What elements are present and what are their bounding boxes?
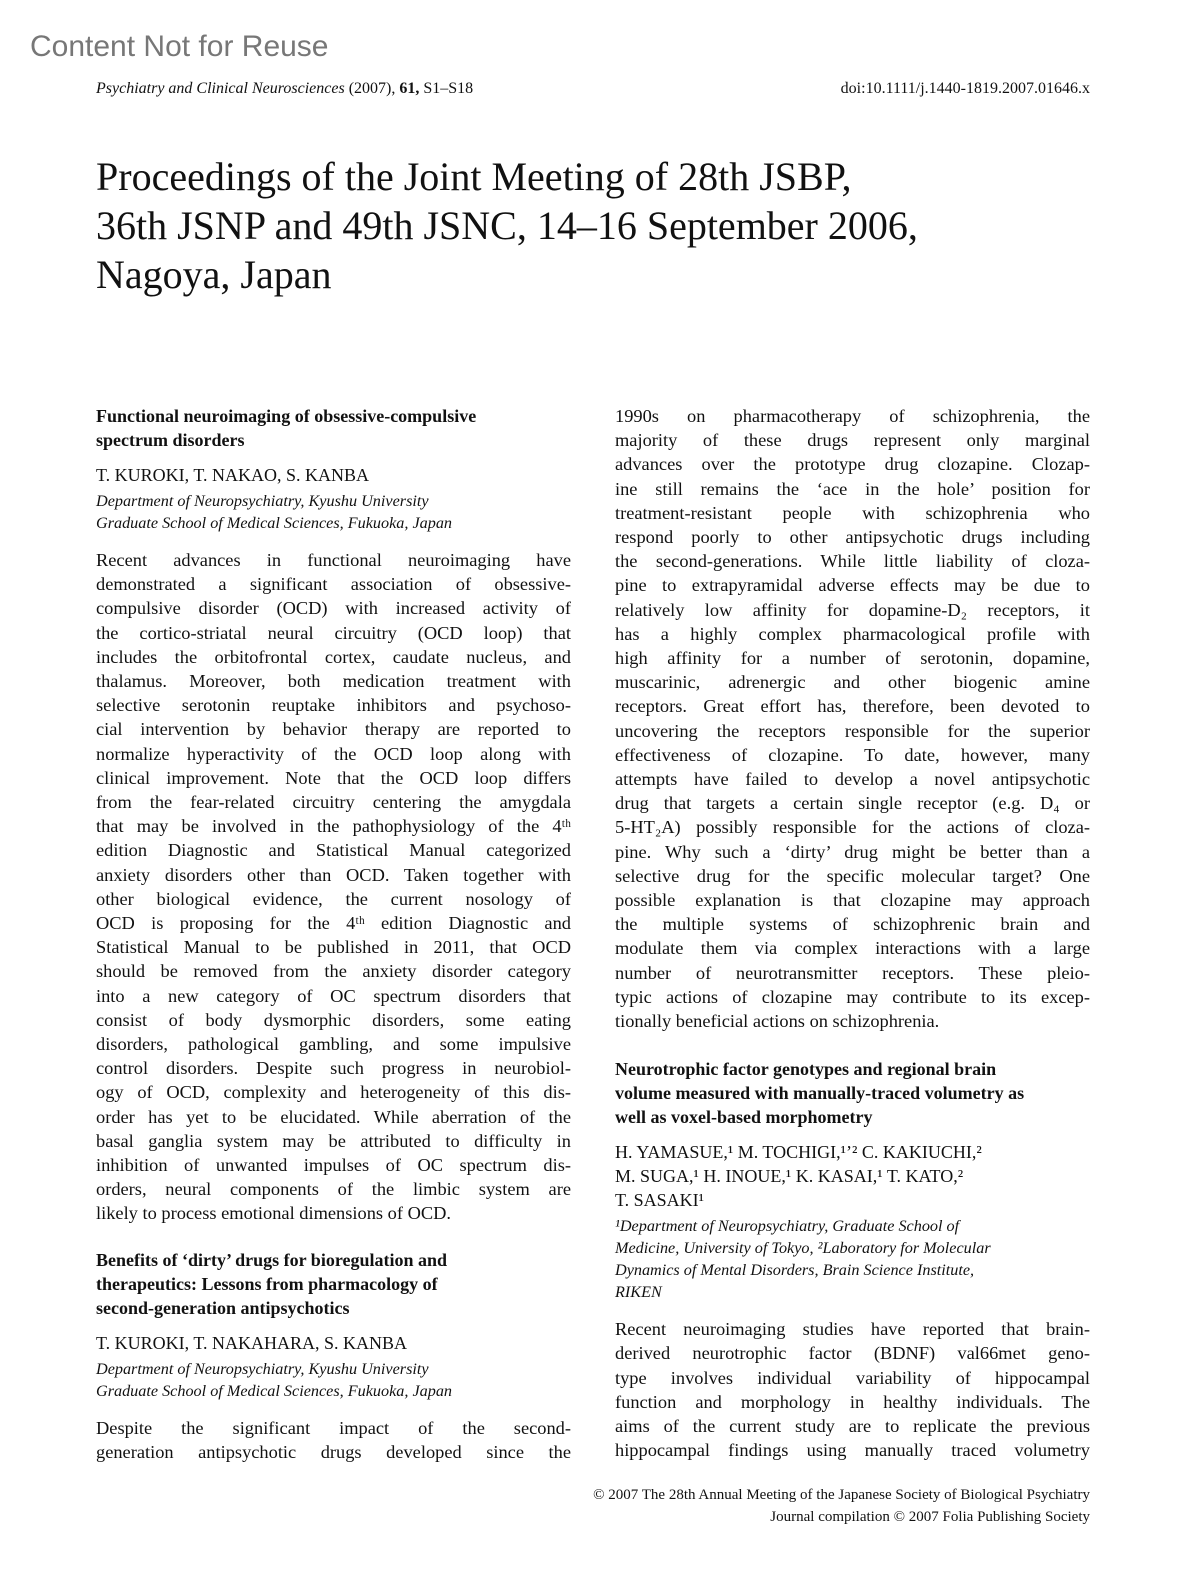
doi: doi:10.1111/j.1440-1819.2007.01646.x bbox=[840, 80, 1090, 97]
abstract-title-line: Neurotrophic factor genotypes and regional brain bbox=[615, 1059, 997, 1080]
body-line: tionally beneficial actions on schizophrenia. bbox=[615, 1011, 940, 1032]
body-line: Despite the significant impact of the second- bbox=[96, 1417, 571, 1438]
body-line: type involves individual variability of hippocampal bbox=[615, 1367, 1090, 1388]
abstract-title bbox=[96, 404, 571, 452]
journal-name: Psychiatry and Clinical Neurosciences bbox=[96, 80, 345, 97]
abstract-title-line: volume measured with manually-traced volumetry as bbox=[615, 1083, 1025, 1104]
body-line: should be removed from the anxiety disorder category bbox=[96, 961, 571, 982]
body-line: relatively low affinity for dopamine-D₂ receptors, it bbox=[615, 599, 1090, 620]
body-line: generation antipsychotic drugs developed since the bbox=[96, 1441, 571, 1462]
body-line: high affinity for a number of serotonin, dopamine, bbox=[615, 648, 1090, 669]
body-line: selective serotonin reuptake inhibitors and psychoso- bbox=[96, 695, 571, 716]
affiliation-line: Department of Neuropsychiatry, Kyushu University bbox=[96, 1359, 429, 1378]
body-line: has a highly complex pharmacological profile with bbox=[615, 623, 1090, 644]
body-line: edition Diagnostic and Statistical Manual categorized bbox=[96, 840, 571, 861]
copyright-footer bbox=[593, 1484, 1090, 1528]
year: (2007), bbox=[348, 80, 396, 97]
body-line: pine to extrapyramidal adverse effects may be due to bbox=[615, 575, 1090, 596]
body-line: compulsive disorder (OCD) with increased activity of bbox=[96, 598, 571, 619]
body-line: Recent advances in functional neuroimaging have bbox=[96, 550, 571, 570]
affiliation-line: RIKEN bbox=[615, 1283, 662, 1302]
body-line: receptors. Great effort has, therefore, been devoted to bbox=[615, 696, 1090, 717]
body-line: clinical improvement. Note that the OCD loop differs bbox=[96, 767, 571, 788]
authors-line: H. YAMASUE,¹ M. TOCHIGI,¹ʼ² C. KAKIUCHI,² bbox=[615, 1142, 982, 1163]
body-line: other biological evidence, the current nosology of bbox=[96, 888, 571, 909]
body-line: basal ganglia system may be attributed to difficulty in bbox=[96, 1130, 571, 1151]
affiliation-line: ¹Department of Neuropsychiatry, Graduate School of bbox=[615, 1217, 960, 1236]
abstract-title-line: spectrum disorders bbox=[96, 430, 245, 450]
body-line: inhibition of unwanted impulses of OC spectrum dis- bbox=[96, 1155, 571, 1176]
affiliation-line: Medicine, University of Tokyo, ²Laboratory for Molecular bbox=[615, 1239, 991, 1258]
abstract-authors bbox=[96, 463, 571, 487]
authors-line: T. SASAKI¹ bbox=[615, 1190, 705, 1211]
abstract-body bbox=[96, 548, 571, 1226]
body-line: modulate them via complex interactions with a large bbox=[615, 938, 1090, 959]
body-line: 1990s on pharmacotherapy of schizophrenia, the bbox=[615, 406, 1090, 426]
body-line: orders, neural components of the limbic system are bbox=[96, 1179, 571, 1200]
body-line: function and morphology in healthy individuals. The bbox=[615, 1391, 1090, 1412]
body-line: Recent neuroimaging studies have reported that brain- bbox=[615, 1319, 1090, 1340]
body-line: possible explanation is that clozapine may approach bbox=[615, 890, 1090, 911]
body-line: pine. Why such a ‘dirty’ drug might be better than a bbox=[615, 841, 1090, 862]
abstract-title bbox=[96, 1248, 571, 1320]
pages: S1–S18 bbox=[423, 80, 474, 97]
body-line: selective drug for the specific molecular target? One bbox=[615, 865, 1090, 886]
citation bbox=[96, 80, 473, 98]
copyright-line: © 2007 The 28th Annual Meeting of the Japanese Society of Biological Psychiatry bbox=[593, 1487, 1090, 1503]
title-line: 36th JSNP and 49th JSNC, 14–16 September 2006, bbox=[96, 203, 918, 248]
authors-line: T. KUROKI, T. NAKAO, S. KANBA bbox=[96, 465, 369, 485]
body-line: drug that targets a certain single receptor (e.g. D₄ or bbox=[615, 793, 1090, 814]
body-line: attempts have failed to develop a novel antipsychotic bbox=[615, 769, 1090, 790]
body-line: normalize hyperactivity of the OCD loop along with bbox=[96, 743, 571, 764]
abstract-title-line: Benefits of ‘dirty’ drugs for bioregulation and bbox=[96, 1249, 448, 1270]
running-head bbox=[96, 80, 1090, 98]
title-line: Nagoya, Japan bbox=[96, 252, 332, 297]
body-line: cial intervention by behavior therapy are reported to bbox=[96, 719, 571, 740]
body-line: into a new category of OC spectrum disorders that bbox=[96, 985, 571, 1006]
body-line: aims of the current study are to replicate the previous bbox=[615, 1416, 1090, 1437]
body-line: likely to process emotional dimensions of OCD. bbox=[96, 1203, 451, 1224]
body-line: treatment-resistant people with schizophrenia who bbox=[615, 502, 1090, 523]
abstract-title-line: Functional neuroimaging of obsessive-compulsive bbox=[96, 406, 477, 426]
abstract-title bbox=[615, 1057, 1090, 1129]
body-line: majority of these drugs represent only marginal bbox=[615, 430, 1090, 451]
body-line: OCD is proposing for the 4ᵗʰ edition Diagnostic and bbox=[96, 913, 571, 934]
body-line: advances over the prototype drug clozapine. Clozap- bbox=[615, 454, 1090, 475]
body-line: number of neurotransmitter receptors. These pleio- bbox=[615, 962, 1090, 983]
body-line: demonstrated a significant association of obsessive- bbox=[96, 574, 571, 595]
page-title bbox=[96, 152, 1076, 299]
body-line: control disorders. Despite such progress in neurobiol- bbox=[96, 1058, 571, 1079]
abstract-authors bbox=[96, 1331, 571, 1355]
body-line: respond poorly to other antipsychotic drugs including bbox=[615, 527, 1090, 548]
abstract-affiliation bbox=[96, 1358, 571, 1402]
body-line: the second-generations. While little liability of cloza- bbox=[615, 551, 1090, 572]
body-line: ogy of OCD, complexity and heterogeneity of this dis- bbox=[96, 1082, 571, 1103]
abstract-body bbox=[615, 1317, 1090, 1462]
abstract-title-line: well as voxel-based morphometry bbox=[615, 1107, 873, 1128]
body-line: consist of body dysmorphic disorders, some eating bbox=[96, 1009, 571, 1030]
body-line: order has yet to be elucidated. While aberration of the bbox=[96, 1106, 571, 1127]
affiliation-line: Graduate School of Medical Sciences, Fukuoka, Japan bbox=[96, 1381, 453, 1400]
abstract-affiliation bbox=[615, 1215, 1090, 1303]
body-line: derived neurotrophic factor (BDNF) val66met geno- bbox=[615, 1343, 1090, 1364]
authors-line: T. KUROKI, T. NAKAHARA, S. KANBA bbox=[96, 1332, 408, 1353]
body-line: muscarinic, adrenergic and other biogenic amine bbox=[615, 672, 1090, 693]
body-line: that may be involved in the pathophysiology of the 4ᵗʰ bbox=[96, 816, 571, 837]
body-line: 5-HT₂A) possibly responsible for the actions of cloza- bbox=[615, 817, 1090, 838]
right-column bbox=[615, 404, 1090, 1463]
abstract-authors bbox=[615, 1140, 1090, 1212]
left-column bbox=[96, 404, 571, 1464]
affiliation-line: Graduate School of Medical Sciences, Fukuoka, Japan bbox=[96, 514, 453, 532]
volume: 61, bbox=[399, 80, 420, 97]
body-line: from the fear-related circuitry centering the amygdala bbox=[96, 792, 571, 813]
body-line: uncovering the receptors responsible for the superior bbox=[615, 720, 1090, 741]
body-line: typic actions of clozapine may contribute to its excep- bbox=[615, 986, 1090, 1007]
affiliation-line: Department of Neuropsychiatry, Kyushu University bbox=[96, 492, 429, 510]
abstract-body-continued bbox=[615, 404, 1090, 1033]
title-line: Proceedings of the Joint Meeting of 28th JSBP, bbox=[96, 154, 852, 199]
abstract-affiliation bbox=[96, 490, 571, 534]
body-line: includes the orbitofrontal cortex, caudate nucleus, and bbox=[96, 646, 571, 667]
body-line: the multiple systems of schizophrenic brain and bbox=[615, 914, 1090, 935]
abstract-title-line: second-generation antipsychotics bbox=[96, 1297, 350, 1318]
abstract-title-line: therapeutics: Lessons from pharmacology of bbox=[96, 1273, 438, 1294]
body-line: effectiveness of clozapine. To date, however, many bbox=[615, 744, 1090, 765]
watermark: Content Not for Reuse bbox=[30, 30, 329, 63]
body-line: the cortico-striatal neural circuitry (OCD loop) that bbox=[96, 622, 571, 643]
affiliation-line: Dynamics of Mental Disorders, Brain Science Institute, bbox=[615, 1261, 975, 1280]
body-line: hippocampal findings using manually traced volumetry bbox=[615, 1440, 1090, 1461]
body-line: Statistical Manual to be published in 2011, that OCD bbox=[96, 937, 571, 958]
abstract-body bbox=[96, 1416, 571, 1464]
body-line: ine still remains the ‘ace in the hole’ position for bbox=[615, 478, 1090, 499]
body-line: anxiety disorders other than OCD. Taken together with bbox=[96, 864, 571, 885]
body-line: thalamus. Moreover, both medication treatment with bbox=[96, 671, 571, 692]
body-line: disorders, pathological gambling, and some impulsive bbox=[96, 1034, 571, 1055]
copyright-line: Journal compilation © 2007 Folia Publishing Society bbox=[770, 1509, 1090, 1525]
authors-line: M. SUGA,¹ H. INOUE,¹ K. KASAI,¹ T. KATO,² bbox=[615, 1166, 964, 1187]
